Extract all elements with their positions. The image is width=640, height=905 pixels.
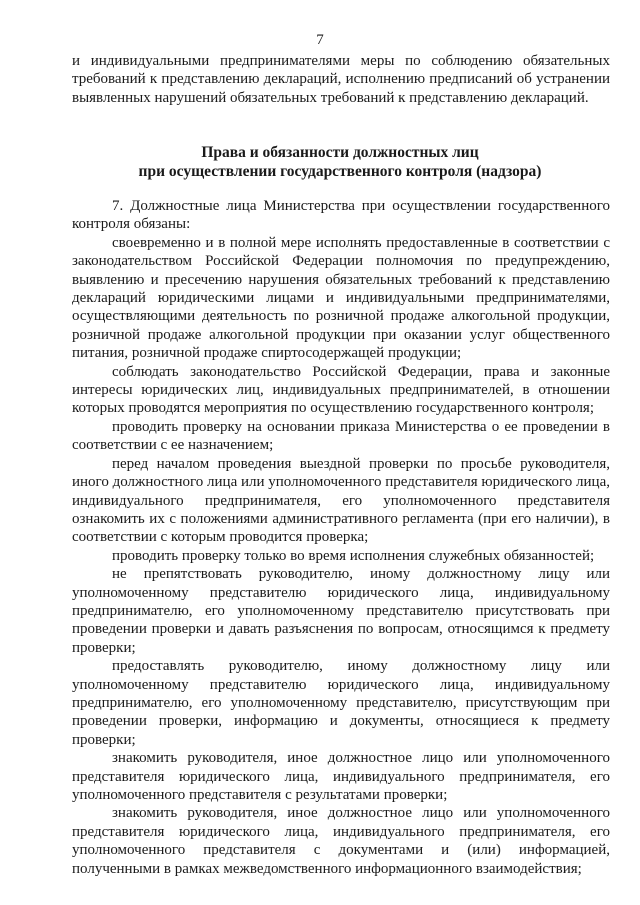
paragraph: своевременно и в полной мере исполнять предоставленные в соответствии с законодательством Российской Федерации полномочия по предупреждению, выявлению и пресечению нарушения обязательных требований к представлению деклараций юридическими лицами и индивидуальными предпринимателями, осуществляющими деятельность по розничной продаже алкогольной продукции, розничной продаже алкогольной продукции при оказании услуг общественного питания, розничной продаже спиртосодержащей продукции;: [72, 234, 610, 362]
paragraph: знакомить руководителя, иное должностное лицо или уполномоченного представителя юридического лица, индивидуального предпринимателя, его уполномоченного представителя с результатами проверки;: [72, 750, 610, 803]
section-heading-line1: Права и обязанности должностных лиц: [201, 144, 479, 161]
paragraph: 7. Должностные лица Министерства при осуществлении государственного контроля обязаны:: [72, 198, 610, 233]
paragraph: соблюдать законодательство Российской Федерации, права и законные интересы юридических лиц, индивидуальных предпринимателей, в отношении которых проводятся мероприятия по осуществлению государственного контроля;: [72, 363, 610, 417]
intro-paragraph: и индивидуальными предпринимателями меры по соблюдению обязательных требований к представлению деклараций, исполнению предписаний об устранении выявленных нарушений обязательных требований к представлению деклараций.: [72, 53, 610, 106]
paragraph: перед началом проведения выездной проверки по просьбе руководителя, иного должностного лица или уполномоченного представителя юридического лица, индивидуального предпринимателя, его уполномоченного представителя ознакомить их с положениями административного регламента (при его наличии), в соответствии с которым проводится проверка;: [72, 455, 610, 546]
body-text: [72, 197, 610, 878]
paragraph: проводить проверку на основании приказа Министерства о ее проведении в соответствии с ее назначением;: [72, 418, 610, 454]
paragraph: проводить проверку только во время исполнения служебных обязанностей;: [112, 547, 595, 564]
page-number: 7: [316, 32, 324, 48]
section-heading-line2: при осуществлении государственного контроля (надзора): [138, 163, 542, 180]
intro-block: [72, 52, 610, 107]
paragraph: не препятствовать руководителю, иному должностному лицу или уполномоченному представителю юридического лица, индивидуальному предпринимателю, его уполномоченному представителю присутствовать при проведении проверки и давать разъяснения по вопросам, относящимся к предмету проверки;: [72, 566, 610, 656]
paragraph: предоставлять руководителю, иному должностному лицу или уполномоченному представителю юридического лица, индивидуальному предпринимателю, его уполномоченному представителю, присутствующим при проведении проверки, информацию и документы, относящиеся к предмету проверки;: [72, 658, 610, 748]
section-heading: [60, 143, 620, 181]
paragraph: знакомить руководителя, иное должностное лицо или уполномоченного представителя юридического лица, индивидуального предпринимателя, его уполномоченного представителя с документами и (или) информацией, полученными в рамках межведомственного информационного взаимодействия;: [72, 805, 610, 877]
